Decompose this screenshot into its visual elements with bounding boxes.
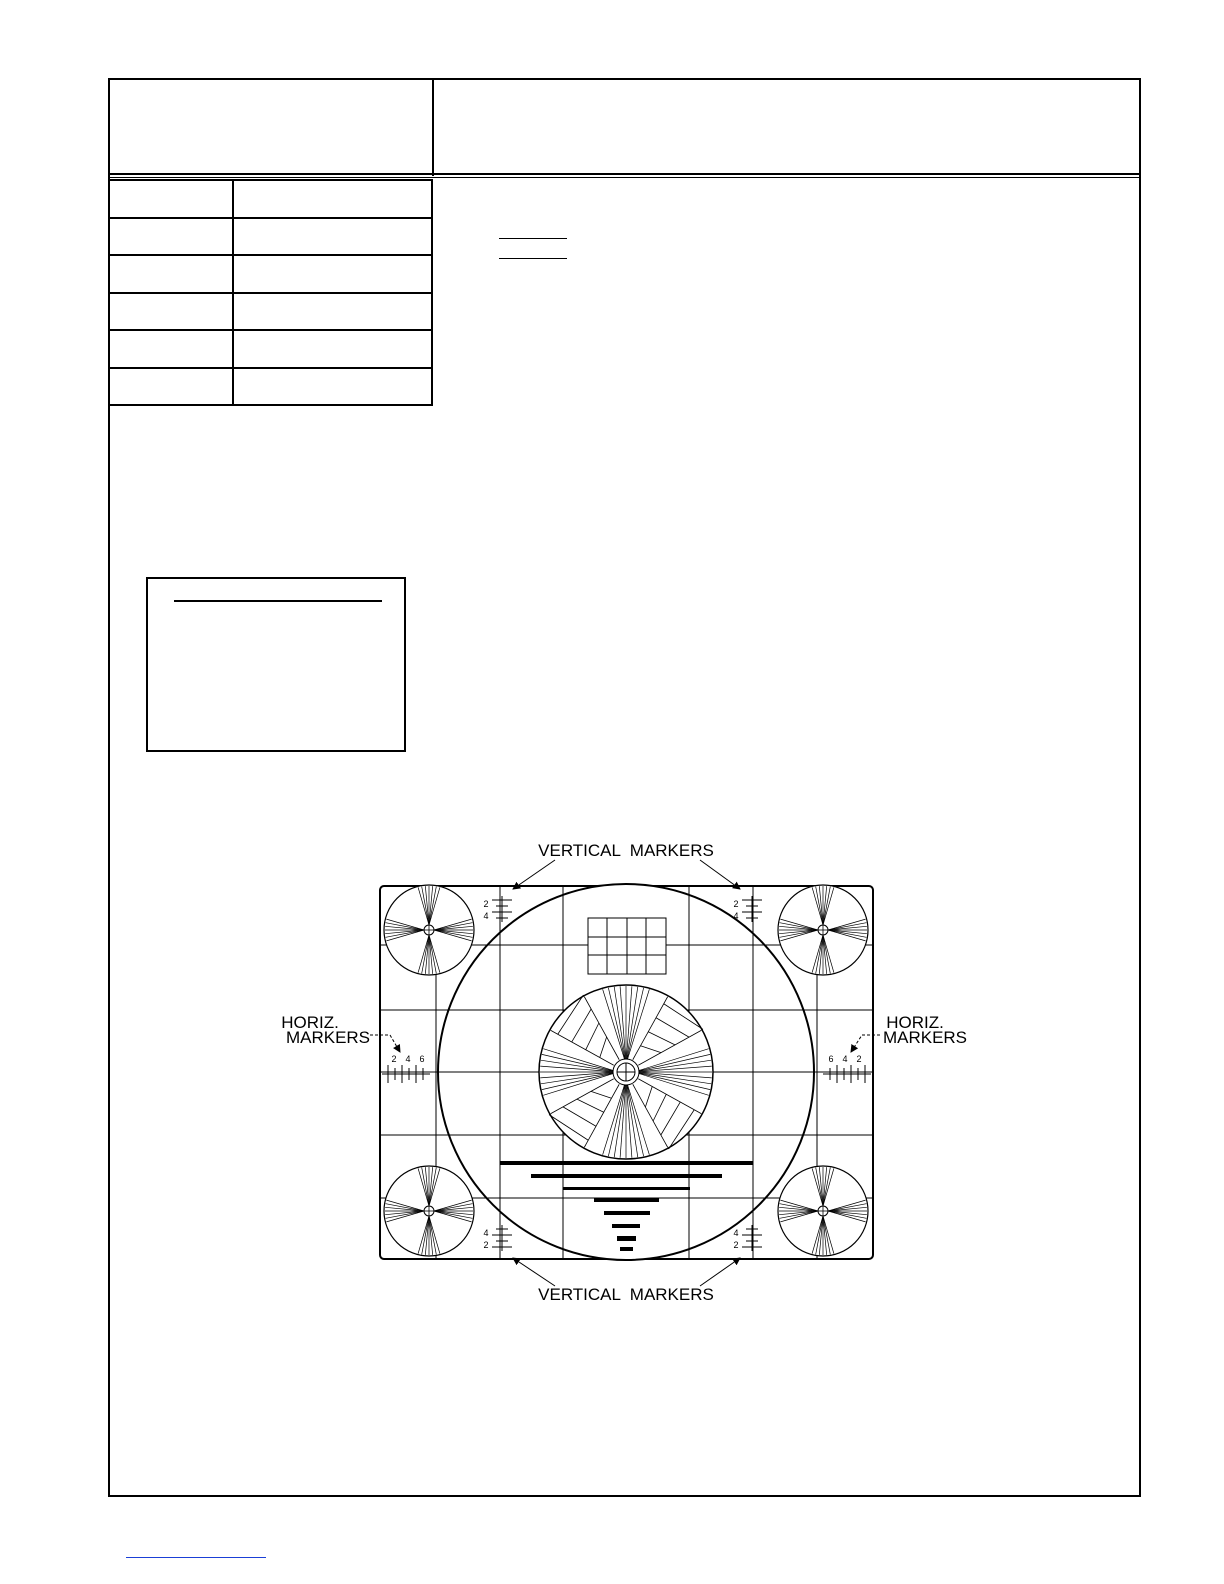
- table-row: [109, 330, 432, 368]
- vertical-scale-label: 4: [483, 911, 489, 921]
- note-box: [146, 577, 406, 752]
- corner-wheel: [778, 885, 868, 975]
- vertical-scale-label: 4: [483, 1228, 489, 1238]
- footer-link-underline[interactable]: [126, 1557, 266, 1558]
- vertical-scale-label: 2: [733, 899, 739, 909]
- vertical-scale-label: 2: [483, 1240, 489, 1250]
- center-wheel: [539, 985, 713, 1159]
- horizontal-scale-label: 6: [828, 1054, 834, 1064]
- corner-wheel: [384, 1166, 474, 1256]
- table-row: [109, 218, 432, 256]
- table-row: [109, 293, 432, 331]
- table-row: [109, 180, 432, 218]
- vertical-scale-label: 2: [483, 899, 489, 909]
- table-row: [109, 255, 432, 293]
- label-horiz-left-1: HORIZ.: [281, 1013, 339, 1032]
- label-horiz-left-2: MARKERS: [285, 1028, 371, 1047]
- horizontal-scale-label: 2: [391, 1054, 397, 1064]
- table-row: [109, 368, 432, 406]
- header-divider: [432, 78, 434, 176]
- corner-wheel: [778, 1166, 868, 1256]
- resolution-grid-box: [588, 918, 666, 974]
- vertical-scale-label: 2: [733, 1240, 739, 1250]
- vertical-scale-label: 4: [733, 911, 739, 921]
- horizontal-scale-label: 4: [405, 1054, 411, 1064]
- label-vertical-markers-bottom: VERTICAL MARKERS: [538, 1285, 714, 1304]
- underline-mark: [499, 238, 567, 239]
- horizontal-scale-label: 2: [856, 1054, 862, 1064]
- test-pattern-diagram: [270, 832, 980, 1312]
- vertical-scale-label: 4: [733, 1228, 739, 1238]
- label-horiz-right-2: MARKERS: [882, 1028, 968, 1047]
- header-rule-secondary: [108, 177, 1141, 178]
- corner-wheel: [384, 885, 474, 975]
- header-rule: [108, 173, 1141, 175]
- horizontal-scale-label: 6: [419, 1054, 425, 1064]
- horizontal-scale-label: 4: [842, 1054, 848, 1064]
- label-vertical-markers-top: VERTICAL MARKERS: [538, 841, 714, 860]
- note-box-rule: [174, 600, 382, 602]
- underline-mark: [499, 258, 567, 259]
- label-horiz-right-1: HORIZ.: [886, 1013, 944, 1032]
- header-title-area: [450, 100, 1120, 160]
- info-table: [108, 179, 433, 406]
